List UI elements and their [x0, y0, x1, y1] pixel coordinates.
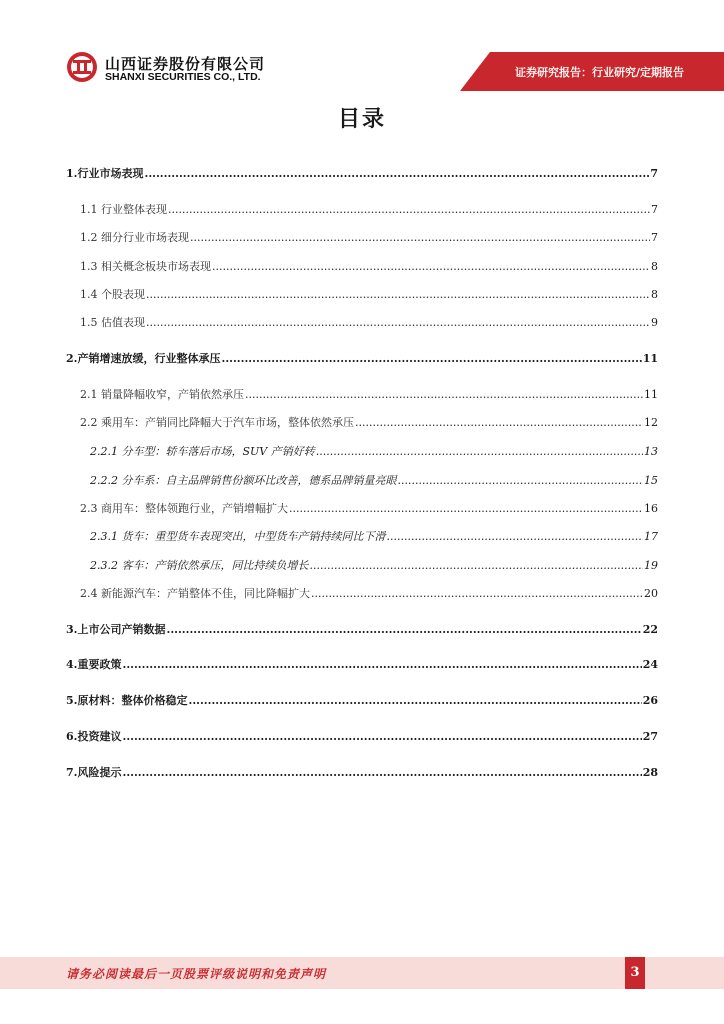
toc-entry-page: 11 [644, 388, 658, 401]
toc-entry-page: 7 [651, 231, 658, 244]
toc-leader [245, 389, 643, 400]
toc-entry-label: 2.产销增速放缓，行业整体承压 [66, 352, 221, 365]
toc-leader [122, 767, 641, 778]
toc-entry-label: 1.5 估值表现 [80, 316, 145, 329]
toc-leader [397, 475, 643, 486]
toc-entry[interactable] [90, 443, 658, 459]
toc-entry-page: 27 [642, 730, 658, 743]
toc-entry-page: 16 [644, 502, 658, 515]
brand-name-en: SHANXI SECURITIES CO., LTD. [105, 71, 261, 83]
page-title: 目录 [337, 107, 386, 132]
toc-entry-label: 1.4 个股表现 [80, 288, 145, 301]
toc-leader [122, 731, 641, 742]
page-footer [0, 957, 724, 989]
shanxi-securities-logo-icon [66, 51, 98, 83]
toc-entry-page: 7 [650, 167, 658, 180]
toc-leader [355, 417, 643, 428]
toc-leader [144, 168, 649, 179]
toc-entry[interactable] [66, 656, 658, 672]
toc-entry-page: 8 [651, 260, 658, 273]
toc-entry[interactable] [66, 621, 658, 637]
toc-leader [309, 560, 643, 571]
toc-entry-label: 1.行业市场表现 [66, 167, 144, 180]
toc-entry[interactable] [80, 414, 658, 430]
toc-entry-label: 3.上市公司产销数据 [66, 623, 166, 636]
toc-leader [166, 624, 641, 635]
toc-leader [386, 531, 643, 542]
toc-entry[interactable] [80, 229, 658, 245]
toc-entry[interactable] [80, 314, 658, 330]
toc-leader [221, 353, 641, 364]
toc-entry[interactable] [66, 764, 658, 780]
toc-entry-page: 24 [642, 658, 658, 671]
toc-entry[interactable] [80, 286, 658, 302]
toc-entry-label: 2.3.1 货车：重型货车表现突出，中型货车产销持续同比下滑 [90, 530, 386, 543]
toc-leader [311, 588, 643, 599]
toc-entry-page: 17 [644, 530, 658, 543]
toc-entry[interactable] [80, 201, 658, 217]
toc-entry-label: 2.3 商用车：整体领跑行业，产销增幅扩大 [80, 502, 288, 515]
toc-entry[interactable] [90, 557, 658, 573]
toc-entry[interactable] [80, 258, 658, 274]
toc-leader [146, 317, 650, 328]
toc-entry-page: 13 [644, 445, 658, 458]
toc-leader [122, 659, 641, 670]
toc-leader [168, 204, 650, 215]
toc-entry[interactable] [80, 500, 658, 516]
toc-entry-page: 20 [644, 587, 658, 600]
toc-entry-label: 2.2 乘用车：产销同比降幅大于汽车市场，整体依然承压 [80, 416, 354, 429]
toc-leader [289, 503, 643, 514]
toc-entry-label: 2.2.2 分车系：自主品牌销售份额环比改善，德系品牌销量亮眼 [90, 474, 397, 487]
toc-entry[interactable] [90, 472, 658, 488]
page-header [0, 0, 724, 100]
toc-entry[interactable] [80, 585, 658, 601]
toc-entry[interactable] [66, 692, 658, 708]
toc-leader [190, 232, 650, 243]
brand-name-cn: 山西证券股份有限公司 [105, 55, 266, 73]
toc-entry[interactable] [66, 350, 658, 366]
toc-leader [146, 289, 650, 300]
toc-entry-label: 2.2.1 分车型：轿车落后市场，SUV 产销好转 [90, 445, 315, 458]
toc-entry-label: 1.3 相关概念板块市场表现 [80, 260, 211, 273]
toc-entry-label: 1.2 细分行业市场表现 [80, 231, 189, 244]
toc-entry[interactable] [80, 386, 658, 402]
toc-entry-page: 28 [642, 766, 658, 779]
toc-entry-label: 1.1 行业整体表现 [80, 203, 167, 216]
toc-entry-label: 4.重要政策 [66, 658, 122, 671]
toc-entry-page: 8 [651, 288, 658, 301]
toc-entry[interactable] [66, 165, 658, 181]
toc-entry-label: 5.原材料：整体价格稳定 [66, 694, 188, 707]
footer-disclaimer: 请务必阅读最后一页股票评级说明和免责声明 [66, 967, 327, 981]
toc-leader [316, 446, 643, 457]
toc-entry-page: 11 [642, 352, 658, 365]
toc-entry-label: 2.1 销量降幅收窄，产销依然承压 [80, 388, 244, 401]
toc-entry[interactable] [90, 528, 658, 544]
toc-entry-label: 6.投资建议 [66, 730, 122, 743]
toc-entry-page: 19 [644, 559, 658, 572]
toc-entry-label: 2.3.2 客车：产销依然承压，同比持续负增长 [90, 559, 309, 572]
toc-entry-page: 22 [642, 623, 658, 636]
report-type: 证券研究报告：行业研究/定期报告 [514, 66, 684, 79]
page-number: 3 [625, 957, 645, 989]
toc-entry-label: 2.4 新能源汽车：产销整体不佳，同比降幅扩大 [80, 587, 310, 600]
toc-entry-page: 9 [651, 316, 658, 329]
toc-leader [212, 261, 650, 272]
toc-entry-page: 12 [644, 416, 658, 429]
toc-entry-page: 15 [644, 474, 658, 487]
toc-leader [188, 695, 641, 706]
toc-entry[interactable] [66, 728, 658, 744]
toc-entry-page: 7 [651, 203, 658, 216]
toc-entry-page: 26 [642, 694, 658, 707]
toc-entry-label: 7.风险提示 [66, 766, 122, 779]
